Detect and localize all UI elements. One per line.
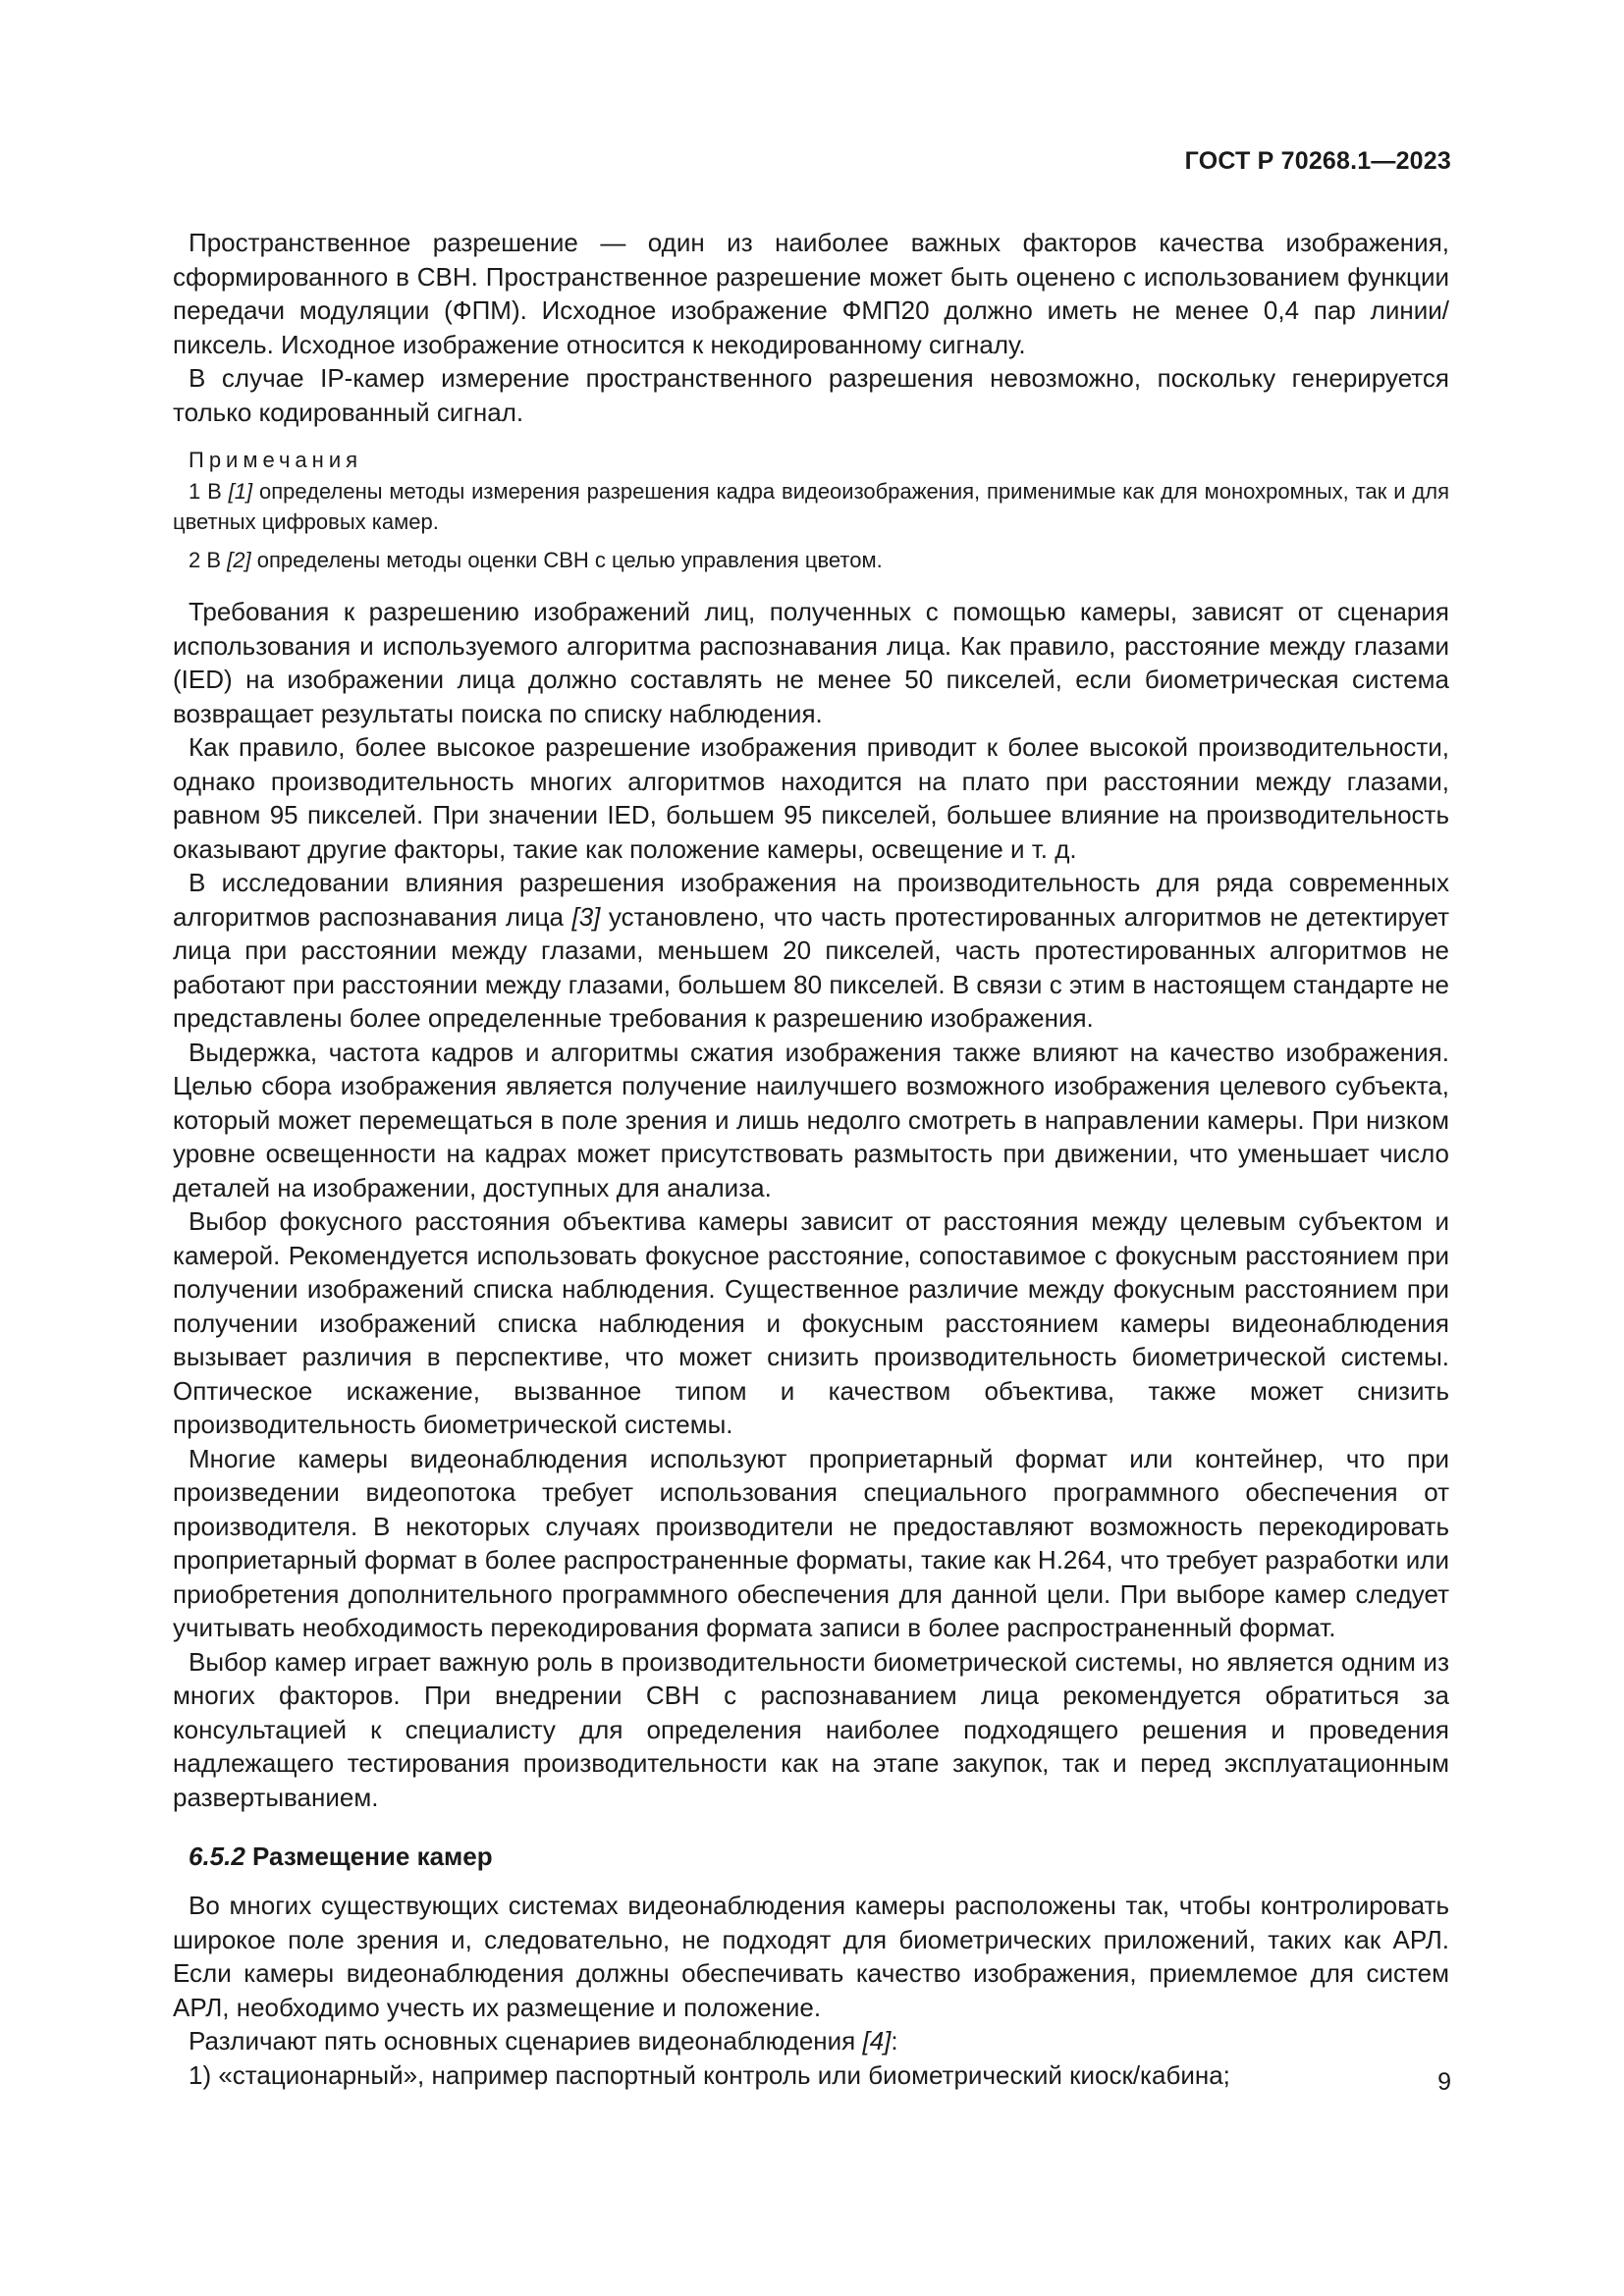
list-item-1: 1) «стационарный», например паспортный контроль или биометрический киоск/кабина;	[189, 2059, 1230, 2090]
note-1-text: определены методы измерения разрешения кадра видеоизображения, применимые как для монохромных, так и для цветных цифровых камер.	[173, 479, 1449, 534]
paragraph-face-resolution: Требования к разрешению изображений лиц, полученных с помощью камеры, зависят от сценария использования и используемого алгоритма распознавания лица. Как правило, расстояние между глазами (IED) на изображении лица должно составлять не менее 50 пикселей, если биометрическая система возвращает результаты поиска по списку наблюдения.	[173, 597, 1449, 728]
note-1	[173, 476, 1449, 537]
section-title: Размещение камер	[244, 1842, 493, 1871]
section-number: 6.5.2	[189, 1842, 245, 1871]
paragraph-camera-selection: Выбор камер играет важную роль в производительности биометрической системы, но является одним из многих факторов. При внедрении СВН с распознаванием лица рекомендуется обратиться за консультацией к специалисту для определения наиболее подходящего решения и проведения надлежащего тестирования производительности как на этапе закупок, так и перед эксплуатационным развертыванием.	[173, 1646, 1449, 1812]
paragraph-higher-resolution: Как правило, более высокое разрешение изображения приводит к более высокой производительности, однако производительность многих алгоритмов находится на плато при расстоянии между глазами, равном 95 пикселей. При значении IED, большем 95 пикселей, большее влияние на производительность оказывают другие факторы, такие как положение камеры, освещение и т. д.	[173, 732, 1449, 864]
paragraph-resolution-study-b: установлено, что часть протестированных алгоритмов не детектирует лица при расстоянии между глазами, меньшем 20 пикселей, часть протестированных алгоритмов не работают при расстоянии между глазами, большем 80 пикселей. В связи с этим в настоящем стандарте не представлены более определенные требования к разрешению изображения.	[173, 901, 1450, 1033]
paragraph-spatial-resolution: Пространственное разрешение — один из наиболее важных факторов качества изображения, сформированного в СВН. Пространственное разрешение может быть оценено с использованием функции передачи модуляции (ФПМ). Исходное изображение ФМП20 должно иметь не менее 0,4 пар линии/пиксель. Исходное изображение относится к некодированному сигналу.	[173, 228, 1449, 359]
reference-4: [4]	[862, 2026, 892, 2056]
paragraph-camera-placement: Во многих существующих системах видеонаблюдения камеры расположены так, чтобы контролировать широкое поле зрения и, следовательно, не подходят для биометрических приложений, таких как АРЛ. Если камеры видеонаблюдения должны обеспечивать качество изображения, приемлемое для систем АРЛ, необходимо учесть их размещение и положение.	[173, 1891, 1449, 2022]
document-id-header: ГОСТ Р 70268.1—2023	[1184, 147, 1451, 175]
paragraph-ip-cameras: В случае IP-камер измерение пространственного разрешения невозможно, поскольку генерируется только кодированный сигнал.	[173, 363, 1449, 427]
document-content	[173, 226, 1449, 2092]
paragraph-resolution-study	[173, 866, 1449, 1036]
paragraph-scenarios-b: :	[891, 2026, 898, 2056]
reference-1: [1]	[228, 479, 253, 504]
note-1-prefix: 1 В	[189, 479, 229, 504]
paragraph-focal-length: Выбор фокусного расстояния объектива камеры зависит от расстояния между целевым субъектом и камерой. Рекомендуется использовать фокусное расстояние, сопоставимое с фокусным расстоянием при получении изображений списка наблюдения. Существенное различие между фокусным расстоянием при получении изображений списка наблюдения и фокусным расстоянием камеры видеонаблюдения вызывает различия в перспективе, что может снизить производительность биометрической системы. Оптическое искажение, вызванное типом и качеством объектива, также может снизить производительность биометрической системы.	[173, 1206, 1449, 1439]
note-2-text: определены методы оценки СВН с целью управления цветом.	[250, 548, 883, 572]
section-heading-6-5-2	[173, 1840, 1449, 1873]
note-2	[173, 545, 1449, 575]
reference-3: [3]	[571, 901, 601, 932]
paragraph-resolution-study-a: В исследовании влияния разрешения изображения на производительность для ряда современных алгоритмов распознавания лица	[173, 868, 1449, 932]
reference-2: [2]	[227, 548, 251, 572]
paragraph-proprietary-format: Многие камеры видеонаблюдения используют проприетарный формат или контейнер, что при произведении видеопотока требует использования специального программного обеспечения от производителя. В некоторых случаях производители не предоставляют возможность перекодировать проприетарный формат в более распространенные форматы, такие как H.264, что требует разработки или приобретения дополнительного программного обеспечения для данной цели. При выборе камер следует учитывать необходимость перекодирования формата записи в более распространенный формат.	[173, 1443, 1449, 1642]
paragraph-scenarios-a: Различают пять основных сценариев видеонаблюдения	[189, 2026, 863, 2056]
page-number: 9	[1437, 2068, 1451, 2096]
notes-title: Примечания	[189, 448, 363, 472]
note-2-prefix: 2 В	[189, 548, 228, 572]
paragraph-scenarios	[173, 2024, 1449, 2058]
paragraph-exposure: Выдержка, частота кадров и алгоритмы сжатия изображения также влияют на качество изображения. Целью сбора изображения является получение наилучшего возможного изображения целевого субъекта, который может перемещаться в поле зрения и лишь недолго смотреть в направлении камеры. При низком уровне освещенности на кадрах может присутствовать размытость при движении, что уменьшает число деталей на изображении, доступных для анализа.	[173, 1037, 1449, 1202]
